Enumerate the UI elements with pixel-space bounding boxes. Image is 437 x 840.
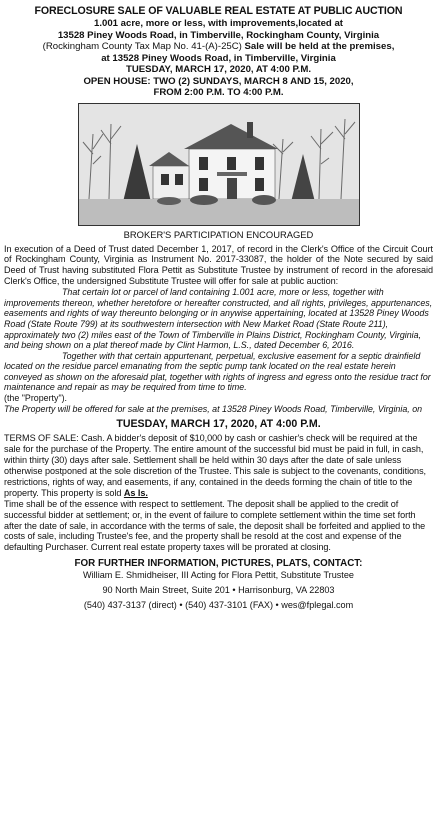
contact-phones: (540) 437-3137 (direct) • (540) 437-3101 (FAX) • wes@fplegal.com — [83, 600, 354, 611]
property-photo — [78, 103, 360, 226]
intro-paragraph: In execution of a Deed of Trust dated December 1, 2017, of record in the Clerk's Office of the Circuit Court of Rockingham County, Virginia as Instrument No. 2017-33087, the holder of the Note secured by said Deed of Trust having substituted Flora Pettit as Substitute Trustee by instrument of record in the aforesaid Clerk's Office, the undersigned Substitute Trustee will offer for sale at public auction: — [4, 243, 433, 287]
property-definition: (the "Property"). — [4, 393, 68, 404]
header-block — [4, 18, 433, 99]
tax-map-line: (Rockingham County Tax Map No. 41-(A)-25C) Sale will be held at the premises, — [42, 41, 395, 52]
header-sale-date: TUESDAY, MARCH 17, 2020, AT 4:00 P.M. — [125, 64, 311, 75]
trustee-name: William E. Shmidheiser, III Acting for Flora Pettit, Substitute Trustee — [83, 570, 354, 581]
open-house-line: OPEN HOUSE: TWO (2) SUNDAYS, MARCH 8 AND 15, 2020, — [83, 75, 354, 87]
legal-description: That certain lot or parcel of land containing 1.001 acre, more or less, together with improvements thereon, whether heretofore or hereafter constructed, and all rights, privileges, appurtenances, easements and rights of way thereunto belonging or in anywise appertaining, located at 13528 Piney Woods Road (State Route 799) at its southwestern intersection with New Market Road (State Route 211), approximately two (2) miles east of the Town of Timberville in Plains District, Rockingham County, Virginia, and being shown on a plat thereof made by Clint Harmon, L.S., dated December 6, 2016. — [4, 287, 433, 351]
easement-description: Together with that certain appurtenant, perpetual, exclusive easement for a septic drainfield located on the residue parcel emanating from the septic pump tank located on the real estate herein conveyed as shown on the aforesaid plat, together with rights of ingress and egress onto the residue tract for maintenance and repair as may be required from time to time. — [4, 350, 431, 393]
as-is-note: As Is. — [123, 487, 148, 498]
premises-line: at 13528 Piney Woods Road, in Timberville, Virginia — [101, 52, 336, 64]
notice-title: FORECLOSURE SALE OF VALUABLE REAL ESTATE AT PUBLIC AUCTION — [34, 5, 403, 17]
sale-date: TUESDAY, MARCH 17, 2020, AT 4:00 P.M. — [116, 418, 321, 431]
contact-address: 90 North Main Street, Suite 201 • Harrisonburg, VA 22803 — [102, 585, 335, 596]
contact-heading: FOR FURTHER INFORMATION, PICTURES, PLATS, CONTACT: — [74, 558, 363, 570]
address-line: 13528 Piney Woods Road, in Timberville, Rockingham County, Virginia — [57, 29, 380, 41]
open-house-time: FROM 2:00 P.M. TO 4:00 P.M. — [153, 87, 284, 98]
terms-of-sale: TERMS OF SALE: Cash. A bidder's deposit of $10,000 by cash or cashier's check will be required at the sale for the purchase of the Property. The entire amount of the successful bid must be paid in full, in cash, within thirty (30) days after sale. Settlement shall be held within 30 days after the date of sale unless otherwise postponed at the sole discretion of the Trustee. This sale is subject to the covenants, conditions, restrictions, rights of way, and easements, if any, contained in the deeds forming the chain of title to the property. This property is sold As Is. Time shall be of the essence with respect to settlement. The deposit shall be applied to the credit of successful bidder at settlement; or, in the event of failure to complete settlement within the time set forth after the date of sale, in accordance with the terms of sale, the deposit shall be forfeited and applied to the costs of sale, including Trustee's fee, and the property shall be resold at the cost and expense of the defaulting Purchaser. Current real estate property taxes will be prorated at closing. — [4, 433, 427, 553]
offer-statement: The Property will be offered for sale at the premises, at 13528 Piney Woods Road, Timberville, Virginia, on — [4, 403, 423, 414]
broker-notice: BROKER'S PARTICIPATION ENCOURAGED — [123, 228, 314, 240]
house-image — [79, 104, 359, 225]
acreage-line: 1.001 acre, more or less, with improvements,located at — [93, 18, 343, 29]
